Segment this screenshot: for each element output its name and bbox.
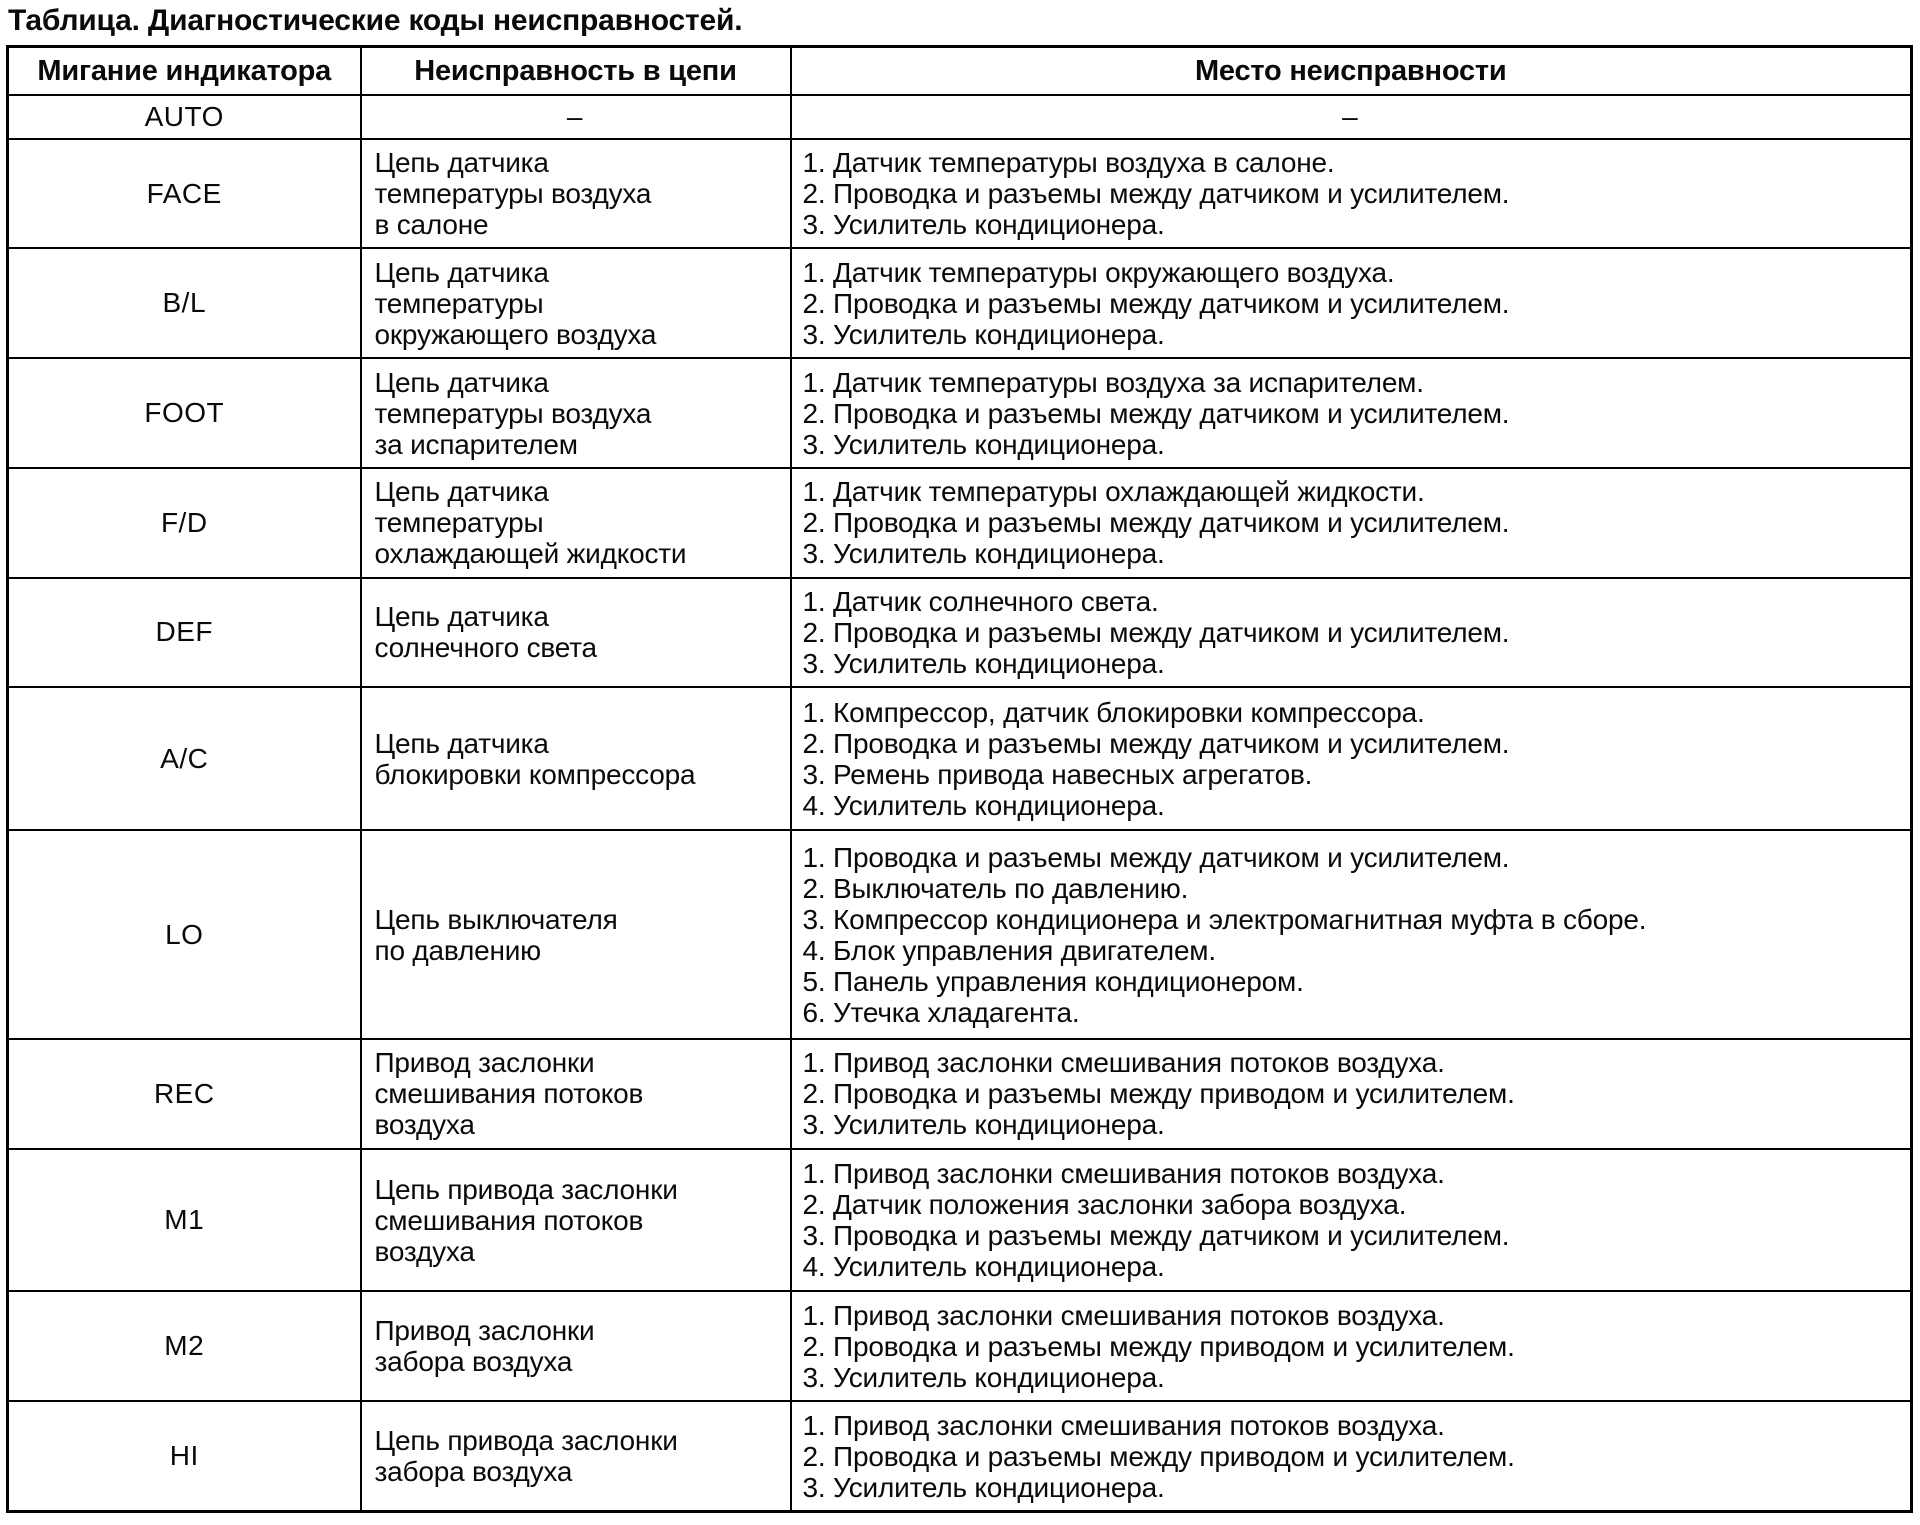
- circuit-line: смешивания потоков: [374, 1204, 644, 1236]
- circuit-fault-cell: [361, 1401, 791, 1511]
- page-title: Таблица. Диагностические коды неисправностей.: [8, 4, 743, 37]
- circuit-line: за испарителем: [374, 428, 578, 460]
- location-item: 1. Датчик солнечного света.: [802, 585, 1159, 617]
- location-item: 1. Датчик температуры окружающего воздуха.: [802, 256, 1395, 288]
- circuit-line: Привод заслонки: [374, 1315, 595, 1347]
- location-item: 3. Усилитель кондиционера.: [802, 1361, 1165, 1393]
- location-item: 3. Усилитель кондиционера.: [802, 428, 1165, 460]
- indicator-code-cell: FOOT: [8, 358, 361, 468]
- circuit-line: забора воздуха: [374, 1346, 573, 1378]
- location-item: 1. Привод заслонки смешивания потоков воздуха.: [802, 1409, 1445, 1441]
- fault-location-cell: [791, 1149, 1912, 1292]
- location-item: 2. Проводка и разъемы между приводом и усилителем.: [802, 1078, 1515, 1110]
- table-row: [8, 248, 1912, 358]
- circuit-line: Цепь привода заслонки: [374, 1173, 678, 1205]
- circuit-fault-cell: [361, 139, 791, 249]
- table-row: [8, 1401, 1912, 1511]
- location-item: 1. Привод заслонки смешивания потоков воздуха.: [802, 1047, 1445, 1079]
- indicator-code-cell: FACE: [8, 139, 361, 249]
- circuit-fault-cell: [361, 1039, 791, 1149]
- circuit-line: забора воздуха: [374, 1456, 573, 1488]
- indicator-code-cell: REC: [8, 1039, 361, 1149]
- indicator-code-cell: M1: [8, 1149, 361, 1292]
- circuit-fault-cell: [361, 687, 791, 830]
- location-item: 1. Компрессор, датчик блокировки компрессора.: [802, 696, 1425, 728]
- fault-location-cell: [791, 1401, 1912, 1511]
- location-item: 5. Панель управления кондиционером.: [802, 965, 1304, 997]
- location-item: 1. Проводка и разъемы между датчиком и усилителем.: [802, 841, 1510, 873]
- header-row: [8, 47, 1912, 96]
- location-item: 4. Усилитель кондиционера.: [802, 1251, 1165, 1283]
- table-header: [8, 47, 1912, 96]
- circuit-line: солнечного света: [374, 632, 597, 664]
- location-item: 1. Привод заслонки смешивания потоков воздуха.: [802, 1158, 1445, 1190]
- location-item: 2. Выключатель по давлению.: [802, 872, 1189, 904]
- location-item: 2. Проводка и разъемы между датчиком и усилителем.: [802, 287, 1510, 319]
- location-item: 1. Привод заслонки смешивания потоков воздуха.: [802, 1299, 1445, 1331]
- circuit-line: Цепь выключателя: [374, 903, 618, 935]
- location-item: 3. Ремень привода навесных агрегатов.: [802, 758, 1313, 790]
- location-item: 2. Проводка и разъемы между датчиком и усилителем.: [802, 507, 1510, 539]
- circuit-line: Цепь датчика: [374, 147, 549, 179]
- table-row: [8, 358, 1912, 468]
- circuit-fault-cell: [361, 830, 791, 1039]
- indicator-code-cell: HI: [8, 1401, 361, 1511]
- fault-location-cell: [791, 468, 1912, 578]
- fault-location-cell: [791, 358, 1912, 468]
- indicator-code-cell: DEF: [8, 578, 361, 688]
- circuit-line: воздуха: [374, 1235, 475, 1267]
- header-indicator-blinking: Мигание индикатора: [8, 47, 361, 96]
- circuit-fault-cell: [361, 1291, 791, 1401]
- location-item: 3. Усилитель кондиционера.: [802, 1471, 1165, 1503]
- location-item: 2. Проводка и разъемы между приводом и усилителем.: [802, 1440, 1515, 1472]
- circuit-line: температуры: [374, 287, 544, 319]
- table-row: [8, 139, 1912, 249]
- location-item: 3. Усилитель кондиционера.: [802, 647, 1165, 679]
- fault-location-cell: [791, 1039, 1912, 1149]
- table-row: [8, 468, 1912, 578]
- location-item: 2. Датчик положения заслонки забора воздуха.: [802, 1189, 1407, 1221]
- location-item: 2. Проводка и разъемы между датчиком и усилителем.: [802, 178, 1510, 210]
- indicator-code-cell: F/D: [8, 468, 361, 578]
- table-row: [8, 1039, 1912, 1149]
- location-item: 1. Датчик температуры охлаждающей жидкости.: [802, 476, 1425, 508]
- circuit-line: Привод заслонки: [374, 1047, 595, 1079]
- circuit-line: Цепь датчика: [374, 476, 549, 508]
- table-row: [8, 95, 1912, 139]
- circuit-line: охлаждающей жидкости: [374, 538, 687, 570]
- circuit-line: окружающего воздуха: [374, 318, 657, 350]
- circuit-line: смешивания потоков: [374, 1078, 644, 1110]
- circuit-line: –: [566, 101, 583, 133]
- circuit-fault-cell: [361, 248, 791, 358]
- fault-location-cell: [791, 1291, 1912, 1401]
- circuit-fault-cell: [361, 95, 791, 139]
- table-body: [8, 95, 1912, 1512]
- circuit-line: Цепь датчика: [374, 601, 549, 633]
- location-item: 2. Проводка и разъемы между датчиком и усилителем.: [802, 616, 1510, 648]
- location-item: 1. Датчик температуры воздуха в салоне.: [802, 147, 1335, 179]
- header-circuit-fault: Неисправность в цепи: [361, 47, 791, 96]
- diagnostic-codes-table: [6, 45, 1913, 1513]
- circuit-fault-cell: [361, 1149, 791, 1292]
- location-item: 2. Проводка и разъемы между приводом и усилителем.: [802, 1330, 1515, 1362]
- table-row: [8, 830, 1912, 1039]
- fault-location-cell: [791, 139, 1912, 249]
- circuit-line: в салоне: [374, 209, 489, 241]
- fault-location-cell: [791, 578, 1912, 688]
- location-item: 3. Проводка и разъемы между датчиком и усилителем.: [802, 1220, 1510, 1252]
- circuit-line: Цепь привода заслонки: [374, 1425, 678, 1457]
- location-item: 4. Усилитель кондиционера.: [802, 789, 1165, 821]
- fault-location-cell: [791, 248, 1912, 358]
- fault-location-cell: [791, 830, 1912, 1039]
- circuit-fault-cell: [361, 358, 791, 468]
- location-item: 3. Усилитель кондиционера.: [802, 209, 1165, 241]
- header-fault-location: Место неисправности: [791, 47, 1912, 96]
- circuit-line: воздуха: [374, 1109, 475, 1141]
- indicator-code-cell: AUTO: [8, 95, 361, 139]
- circuit-fault-cell: [361, 468, 791, 578]
- circuit-line: Цепь датчика: [374, 256, 549, 288]
- circuit-fault-cell: [361, 578, 791, 688]
- table-row: [8, 1291, 1912, 1401]
- indicator-code-cell: A/C: [8, 687, 361, 830]
- circuit-line: температуры: [374, 507, 544, 539]
- location-item: 3. Усилитель кондиционера.: [802, 1109, 1165, 1141]
- location-item: 1. Датчик температуры воздуха за испарителем.: [802, 366, 1424, 398]
- indicator-code-cell: M2: [8, 1291, 361, 1401]
- circuit-line: Цепь датчика: [374, 366, 549, 398]
- location-item: 4. Блок управления двигателем.: [802, 934, 1216, 966]
- location-item: 6. Утечка хладагента.: [802, 996, 1080, 1028]
- circuit-line: по давлению: [374, 934, 541, 966]
- location-item: –: [1342, 101, 1358, 133]
- indicator-code-cell: B/L: [8, 248, 361, 358]
- location-item: 3. Усилитель кондиционера.: [802, 318, 1165, 350]
- fault-location-cell: [791, 687, 1912, 830]
- fault-location-cell: [791, 95, 1912, 139]
- circuit-line: температуры воздуха: [374, 178, 652, 210]
- location-item: 2. Проводка и разъемы между датчиком и усилителем.: [802, 397, 1510, 429]
- location-item: 3. Усилитель кондиционера.: [802, 538, 1165, 570]
- table-row: [8, 687, 1912, 830]
- indicator-code-cell: LO: [8, 830, 361, 1039]
- table-row: [8, 578, 1912, 688]
- table-row: [8, 1149, 1912, 1292]
- circuit-line: блокировки компрессора: [374, 758, 696, 790]
- circuit-line: температуры воздуха: [374, 397, 652, 429]
- circuit-line: Цепь датчика: [374, 727, 549, 759]
- location-item: 2. Проводка и разъемы между датчиком и усилителем.: [802, 727, 1510, 759]
- location-item: 3. Компрессор кондиционера и электромагнитная муфта в сборе.: [802, 903, 1647, 935]
